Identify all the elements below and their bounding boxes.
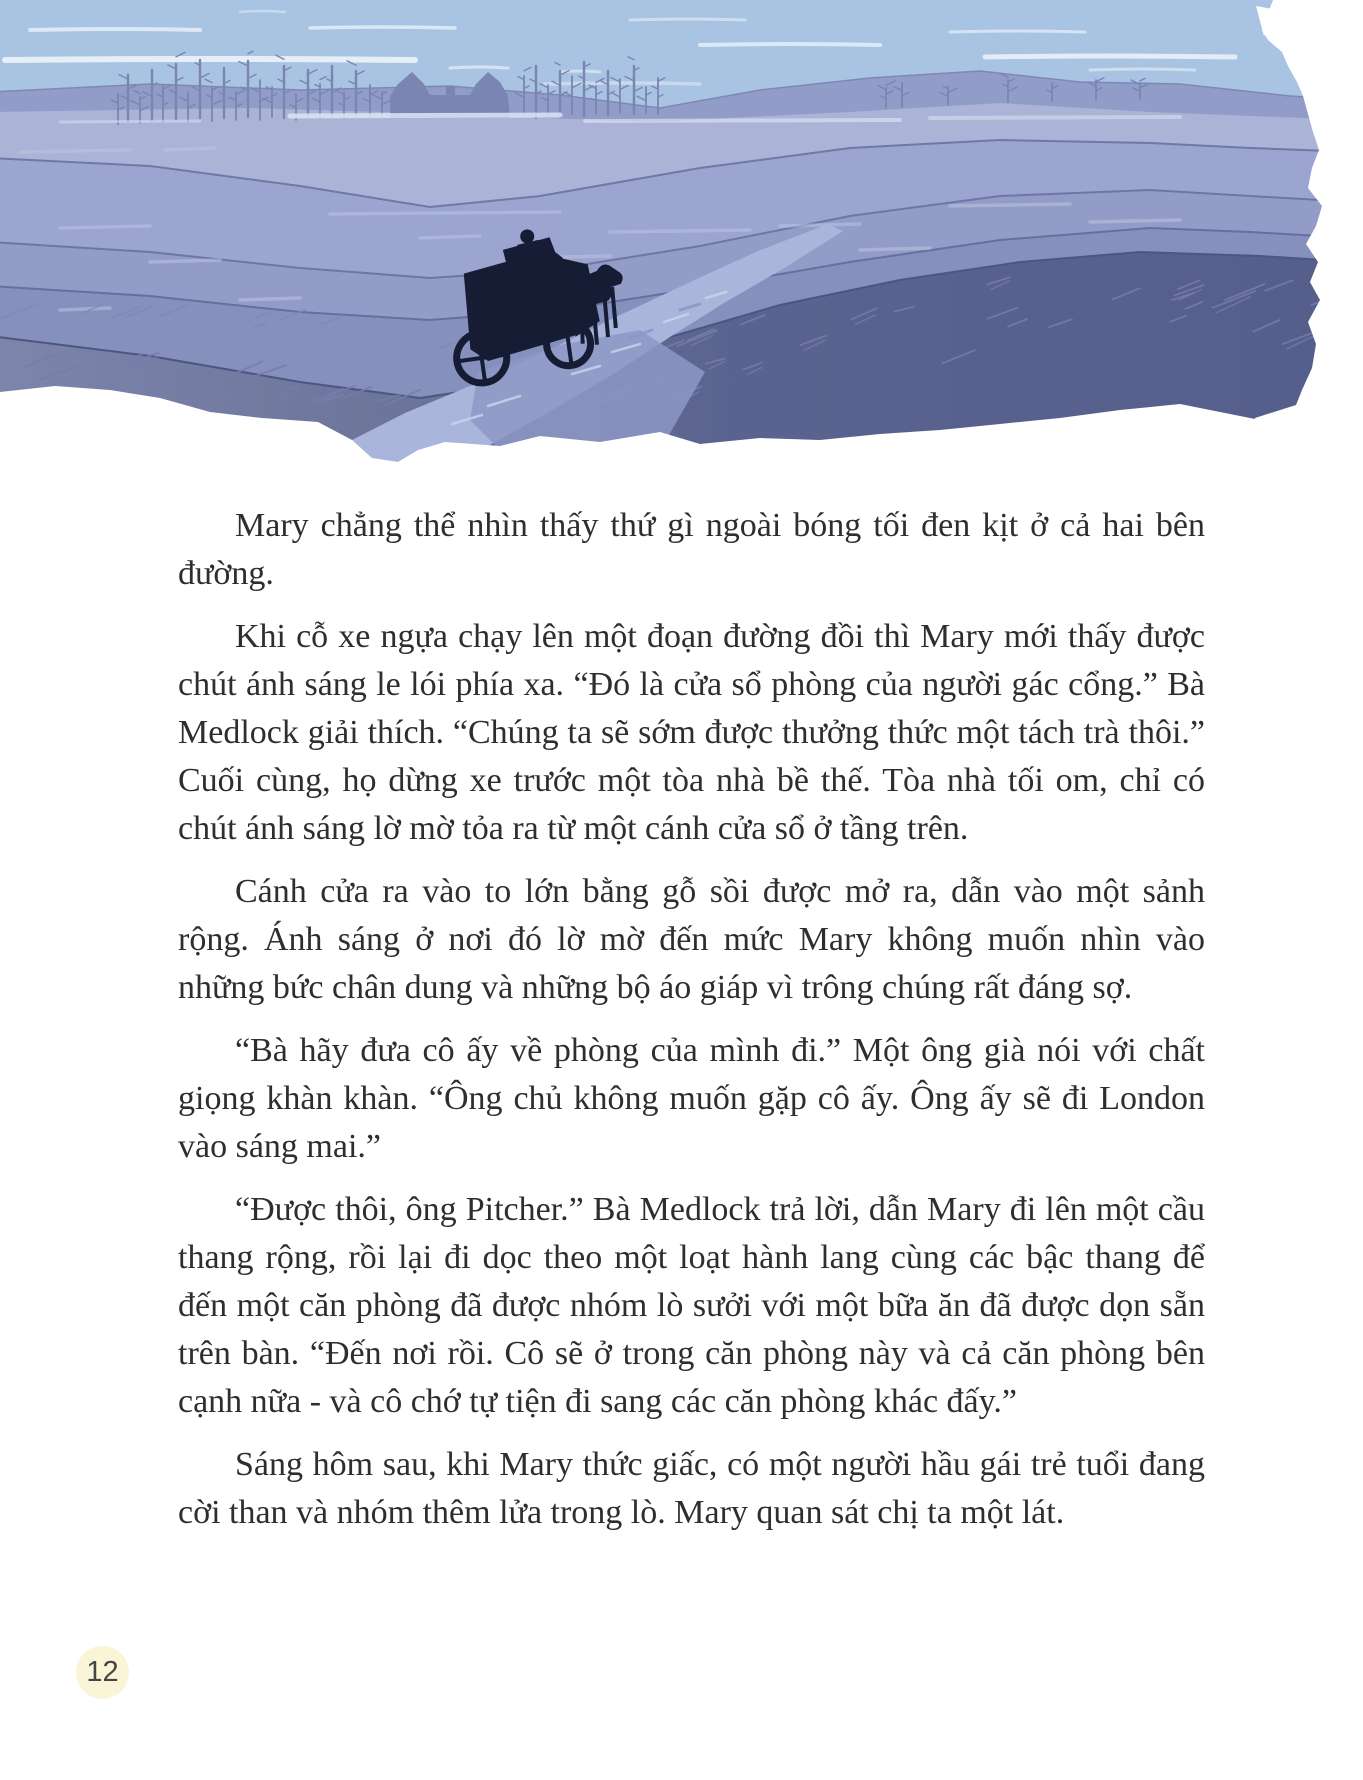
page-number-badge: [76, 1646, 129, 1699]
page-number: 12: [86, 1656, 119, 1688]
paragraph: Khi cỗ xe ngựa chạy lên một đoạn đường đồi thì Mary mới thấy được chút ánh sáng le lói phía xa. “Đó là cửa sổ phòng của người gác cổng.” Bà Medlock giải thích. “Chúng ta sẽ sớm được thưởng thức một tách trà thôi.” Cuối cùng, họ dừng xe trước một tòa nhà bề thế. Tòa nhà tối om, chỉ có chút ánh sáng lờ mờ tỏa ra từ một cánh cửa sổ ở tầng trên.: [178, 618, 1205, 847]
paragraph: “Được thôi, ông Pitcher.” Bà Medlock trả lời, dẫn Mary đi lên một cầu thang rộng, rồi lại đi dọc theo một loạt hành lang cùng các bậc thang để đến một căn phòng đã được nhóm lò sưởi với một bữa ăn đã được dọn sẵn trên bàn. “Đến nơi rồi. Cô sẽ ở trong căn phòng này và cả căn phòng bên cạnh nữa - và cô chớ tự tiện đi sang các căn phòng khác đấy.”: [178, 1191, 1205, 1420]
paragraph: “Bà hãy đưa cô ấy về phòng của mình đi.” Một ông già nói với chất giọng khàn khàn. “Ông chủ không muốn gặp cô ấy. Ông ấy sẽ đi London vào sáng mai.”: [178, 1032, 1205, 1165]
story-text: [178, 502, 1205, 1552]
paragraph: Cánh cửa ra vào to lớn bằng gỗ sồi được mở ra, dẫn vào một sảnh rộng. Ánh sáng ở nơi đó lờ mờ đến mức Mary không muốn nhìn vào những bức chân dung và những bộ áo giáp vì trông chúng rất đáng sợ.: [178, 873, 1205, 1006]
moor-illustration: [0, 0, 1363, 470]
paragraph: Mary chẳng thể nhìn thấy thứ gì ngoài bóng tối đen kịt ở cả hai bên đường.: [178, 507, 1205, 592]
paragraph: Sáng hôm sau, khi Mary thức giấc, có một người hầu gái trẻ tuổi đang cời than và nhóm thêm lửa trong lò. Mary quan sát chị ta một lát.: [178, 1446, 1205, 1531]
